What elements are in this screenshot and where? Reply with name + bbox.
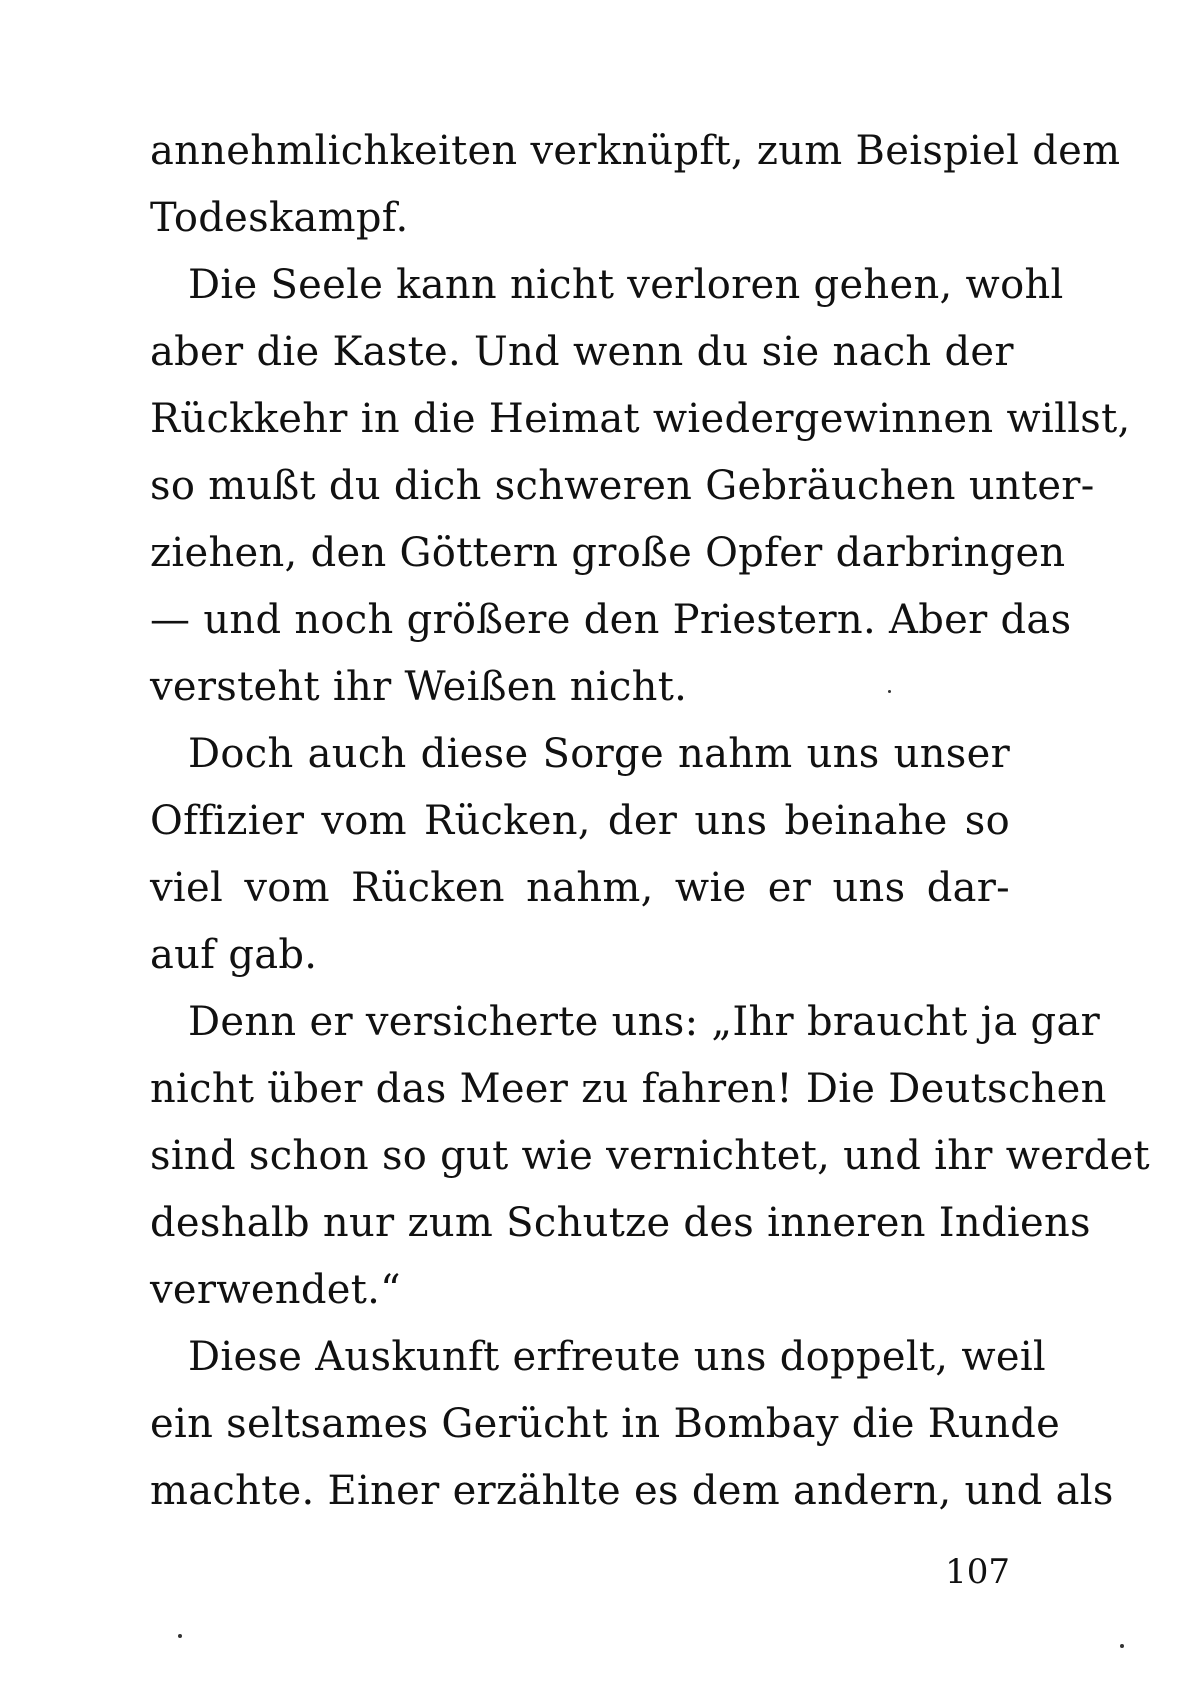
text-line: versteht ihr Weißen nicht. [150,664,688,710]
page-number: 107 [945,1552,1010,1592]
text-line: viel vom Rücken nahm, wie er uns dar- [150,865,1010,911]
text-line: — und noch größere den Priestern. Aber das [150,597,1072,643]
text-line: ein seltsames Gerücht in Bombay die Runde [150,1401,1061,1447]
scan-speck [1120,1644,1124,1648]
body-text [150,118,1150,1525]
text-line: annehmlichkeiten verknüpft, zum Beispiel dem [150,128,1121,174]
scan-speck [178,1634,182,1638]
text-line: Denn er versicherte uns: „Ihr braucht ja gar [188,999,1101,1045]
text-line: verwendet.“ [150,1267,401,1313]
scan-speck [888,690,891,693]
text-line: Rückkehr in die Heimat wiedergewinnen willst, [150,396,1131,442]
text-line: ziehen, den Göttern große Opfer darbringen [150,530,1066,576]
text-line: deshalb nur zum Schutze des inneren Indiens [150,1200,1091,1246]
text-line: nicht über das Meer zu fahren! Die Deutschen [150,1066,1107,1112]
text-line: Todeskampf. [150,195,409,241]
text-line: sind schon so gut wie vernichtet, und ihr werdet [150,1133,1150,1179]
text-line: aber die Kaste. Und wenn du sie nach der [150,329,1014,375]
text-line: Diese Auskunft erfreute uns doppelt, weil [188,1334,1047,1380]
text-line: auf gab. [150,932,318,978]
text-line: Offizier vom Rücken, der uns beinahe so [150,798,1010,844]
text-line: machte. Einer erzählte es dem andern, und als [150,1468,1114,1514]
text-line: Die Seele kann nicht verloren gehen, wohl [188,262,1064,308]
text-line: Doch auch diese Sorge nahm uns unser [188,731,1010,777]
text-line: so mußt du dich schweren Gebräuchen unter- [150,463,1095,509]
